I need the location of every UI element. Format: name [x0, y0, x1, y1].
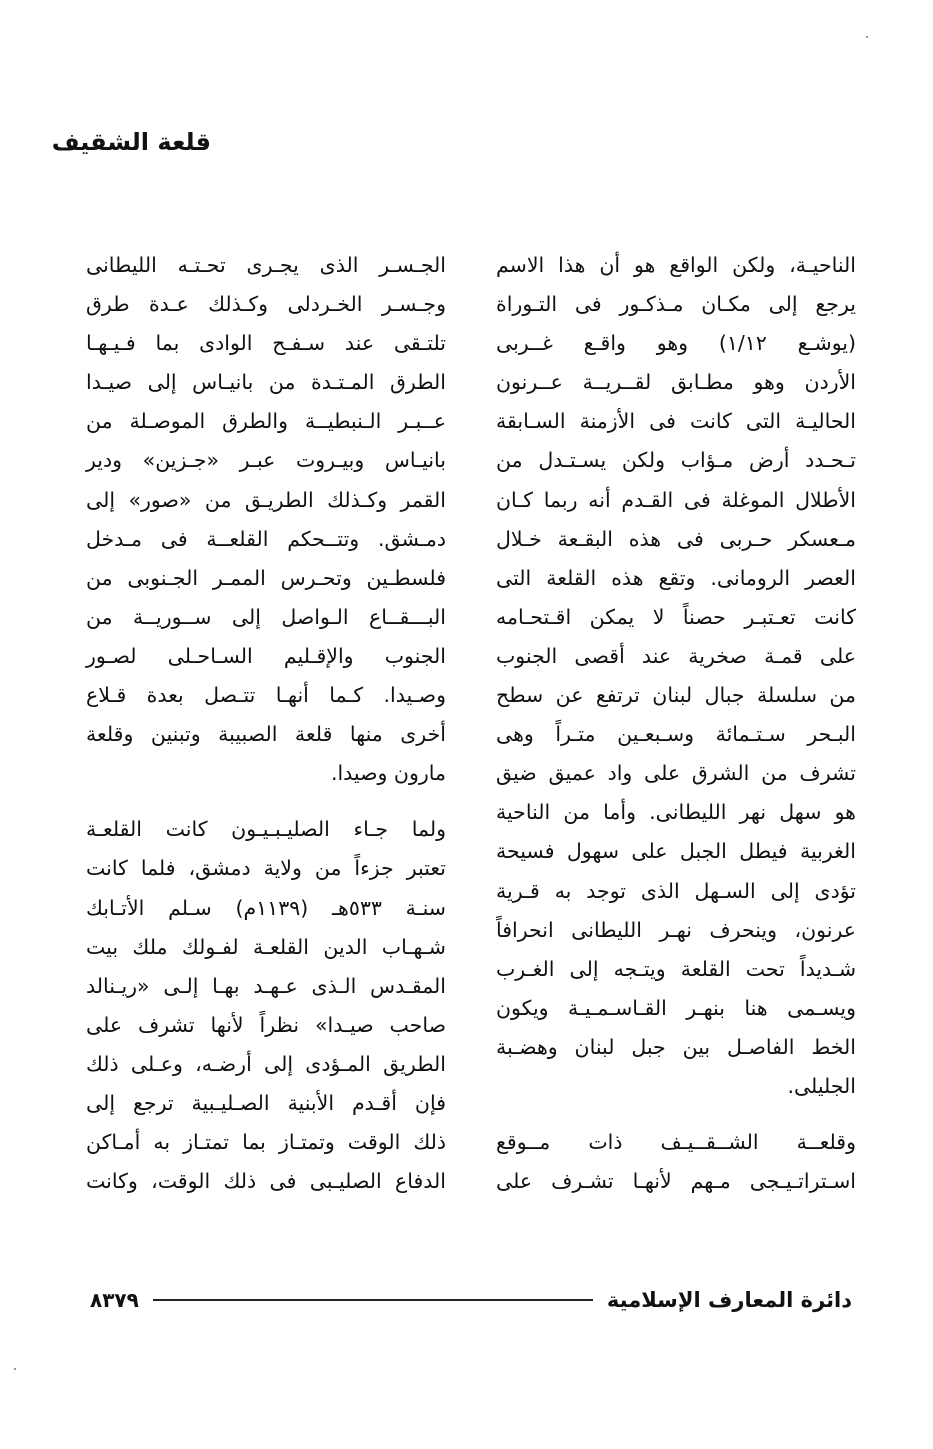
text-line: فإن أقـدم الأبنية الصـليـبية ترجع إلى: [86, 1090, 446, 1115]
text-line: تلتـقى عند سـفـح الوادى بما فـيـهـا: [86, 331, 446, 356]
text-line: وصـيدا. كـما أنهـا تتـصل بعدة قـلاع: [86, 683, 446, 708]
text-line: شـهـاب الدين القلعـة لفـولك ملك بيت: [86, 934, 446, 959]
text-line: الأطلال الموغلة فى القـدم أنه ربما كـان: [496, 487, 856, 512]
text-line: البـــقــاع الـواصل إلى ســوريــة من: [86, 604, 446, 629]
text-line: ويسـمى هنا بنهـر القـاسـمـيـة ويكون: [496, 995, 856, 1020]
text-line: (يوشـع ١/١٢) وهو واقـع غــربى: [496, 331, 857, 356]
text-line: المقـدس الـذى عـهـد بهـا إلـى «ريـنالد: [86, 973, 446, 998]
text-line: العصر الرومانى. وتقع هذه القلعة التى: [496, 565, 856, 590]
text-line: الأردن وهو مطـابق لقــريــة عــرنون: [496, 370, 856, 395]
text-line: الجليلى.: [787, 1073, 856, 1098]
text-line: وقلعــة الشــقــيـف ذات مــوقع: [496, 1130, 856, 1155]
text-line: عرنون، وينحرف نهـر الليطانى انحرافاً: [496, 917, 856, 942]
text-line: يرجع إلى مكـان مـذكـور فى التـوراة: [496, 292, 856, 317]
text-line: سنـة ٥٣٣هـ (١١٣٩م) سـلم الأتـابك: [86, 895, 446, 920]
page-number: ٨٣٧٩: [90, 1288, 139, 1312]
text-line: كانت تعـتبـر حصناً لا يمكن اقـتحـامه: [496, 604, 856, 629]
text-line: شـديداً تحت القلعة ويتـجه إلى الغـرب: [496, 956, 856, 981]
running-title: قلعة الشقيف: [51, 128, 211, 156]
footer-rule: [153, 1299, 593, 1301]
text-line: الدفاع الصليـبى فى ذلك الوقت، وكانت: [86, 1169, 446, 1194]
text-line: مارون وصيدا.: [330, 761, 446, 786]
journal-name: دائرة المعارف الإسلامية: [606, 1288, 852, 1312]
text-line: صاحب صيـدا» نظراً لأنها تشرف على: [86, 1012, 446, 1037]
text-line: الجنوب والإقـليم السـاحـلى لصـور: [86, 643, 446, 668]
text-line: الغربية فيطل الجبل على سهول فسيحة: [496, 839, 856, 864]
text-line: تعتبر جزءاً من ولاية دمشق، فلما كانت: [86, 856, 446, 881]
scan-speck: [14, 1368, 16, 1370]
text-line: أخرى منها قلعة الصبيبة وتبنين وقلعة: [86, 722, 446, 747]
text-line: الطريق المـؤدى إلى أرضـه، وعـلى ذلك: [86, 1051, 446, 1076]
text-line: الخط الفاصـل بين جبل لبنان وهضـبة: [496, 1034, 856, 1059]
text-line: القمر وكـذلك الطريـق من «صور» إلى: [86, 487, 446, 512]
text-line: الحاليـة التى كانت فى الأزمنة السـابقة: [496, 409, 856, 434]
text-line: وجـسـر الخـردلى وكـذلك عـدة طرق: [86, 292, 446, 317]
text-line: بانيـاس وبيـروت عبـر «جـزين» ودير: [86, 448, 446, 473]
text-line: فلسطـين وتحـرس الممـر الجـنوبى من: [86, 565, 446, 590]
text-line: هو سهل نهر الليطانى. وأما من الناحية: [496, 800, 856, 825]
scan-speck: [866, 36, 868, 38]
text-line: مـعسكر حـربى فى هذه البقـعة خـلال: [496, 526, 856, 551]
text-line: الطرق المـتـدة من بانيـاس إلى صيـدا: [86, 370, 446, 395]
text-line: البـحر سـتـمائة وسـبعـين متـراً وهى: [496, 722, 856, 747]
text-line: دمـشق. وتتــحكم القلعــة فى مـدخل: [86, 526, 446, 551]
text-line: تؤدى إلى السـهل الذى توجد به قـرية: [496, 878, 856, 903]
text-line: ذلك الوقت وتمتـاز بما تمتـاز به أمـاكن: [86, 1130, 446, 1155]
text-line: الجـسـر الذى يجـرى تحـتـه الليطانى: [86, 253, 446, 277]
page-footer: [90, 1284, 852, 1316]
text-line: عــبـر الـنبطيــة والطرق الموصـلة من: [86, 409, 446, 434]
text-line: من سلسلة جبال لبنان ترتفع عن سطح: [496, 683, 856, 708]
text-line: ولما جـاء الصليـبـيـون كانت القلعـة: [86, 817, 446, 842]
text-line: تشرف من الشرق على واد عميق ضيق: [496, 761, 856, 786]
body-column-left: [86, 246, 446, 1201]
text-line: على قمـة صخرية عند أقصى الجنوب: [496, 643, 856, 668]
text-line: تـحـدد أرض مـؤاب ولكن يسـتـدل من: [496, 448, 856, 473]
text-line: الناحيـة، ولكن الواقع هو أن هذا الاسم: [496, 253, 856, 277]
body-column-right: [496, 246, 856, 1201]
text-line: اسـتراتـيـجى مـهم لأنهـا تشـرف على: [496, 1169, 856, 1194]
